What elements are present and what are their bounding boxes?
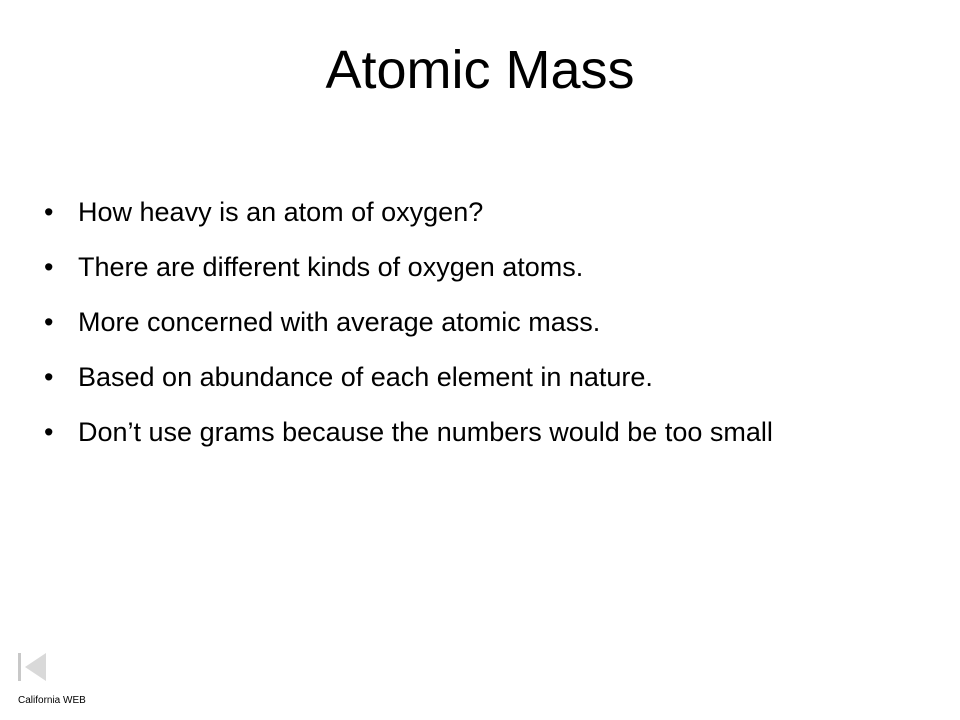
bullet-text: Don’t use grams because the numbers would be too small [78,417,773,447]
bullet-dot: • [44,252,54,282]
bullet-text: Based on abundance of each element in nature. [78,362,653,392]
bullet-item [44,306,904,339]
bullet-text: There are different kinds of oxygen atoms. [78,252,584,282]
bullet-text: How heavy is an atom of oxygen? [78,197,484,227]
bullet-dot: • [44,307,54,337]
footer-text: California WEB [18,695,86,706]
skip-to-first-icon[interactable] [16,650,50,684]
bullet-dot: • [44,197,54,227]
bullet-item [44,251,904,284]
bullet-text: More concerned with average atomic mass. [78,307,601,337]
slide-title: Atomic Mass [325,40,635,100]
bullet-list [44,196,904,471]
bullet-item [44,416,904,449]
bullet-dot: • [44,417,54,447]
bullet-item [44,196,904,229]
bullet-item [44,361,904,394]
bullet-dot: • [44,362,54,392]
